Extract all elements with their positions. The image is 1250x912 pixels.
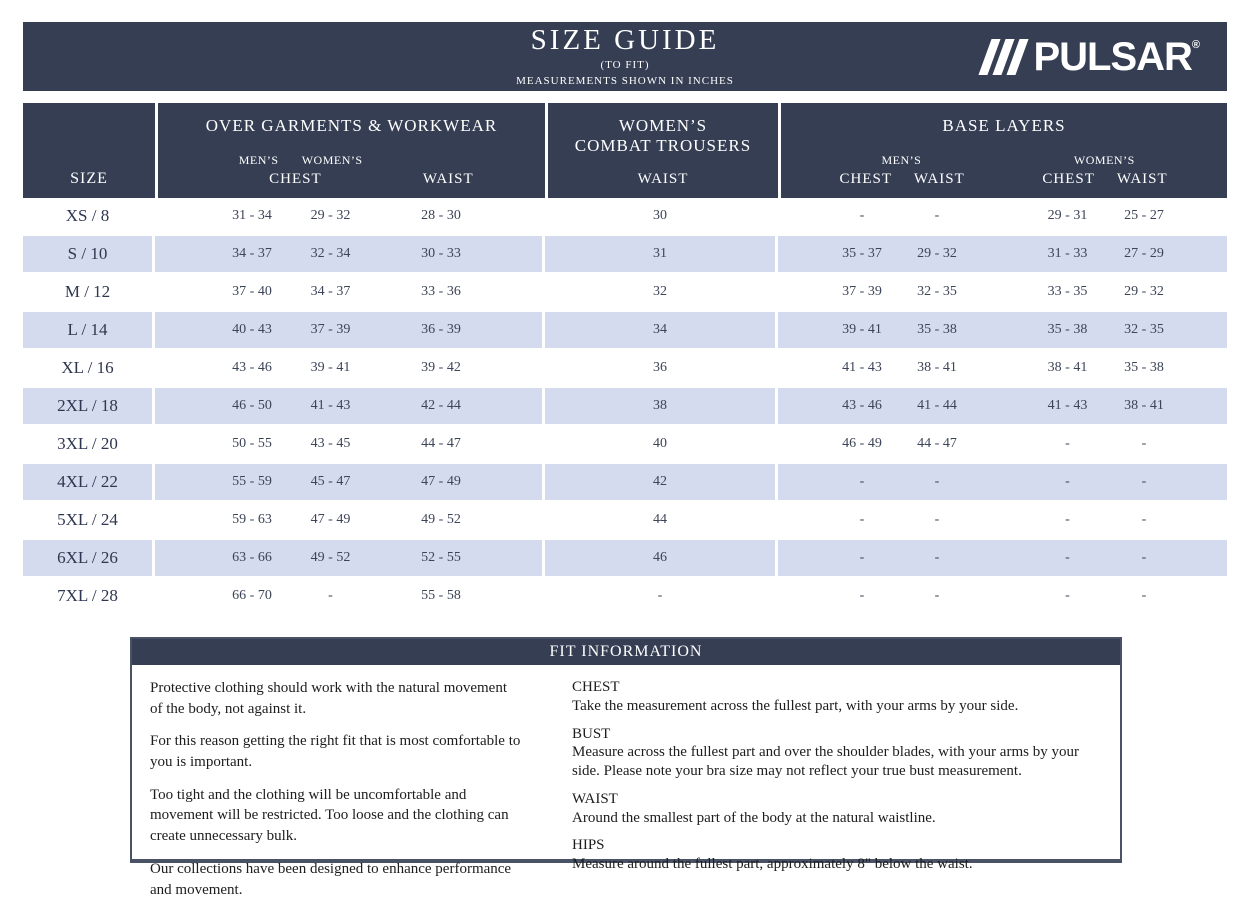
bl-womens-waist-cell: - (1141, 512, 1147, 527)
size-cell: 3XL / 20 (23, 426, 155, 462)
bl-mens-waist-cell: 32 - 35 (917, 284, 957, 299)
base-layers-title: BASE LAYERS (942, 116, 1066, 135)
size-cell: 4XL / 22 (23, 464, 155, 500)
bl-womens-chest-cell: - (1065, 436, 1070, 451)
bl-womens-waist-cell: - (1141, 436, 1147, 451)
og-womens-chest-cell: 43 - 45 (310, 436, 351, 451)
og-womens-chest-cell: 37 - 39 (310, 322, 351, 337)
table-row (23, 274, 1227, 312)
fit-item-heading: CHEST (572, 679, 620, 695)
table-row (23, 236, 1227, 274)
bl-mens-waist-cell: 38 - 41 (917, 360, 957, 375)
table-row (23, 426, 1227, 464)
size-cell: M / 12 (23, 274, 155, 310)
bl-womens-waist-cell: - (1141, 588, 1147, 603)
fit-paragraph: For this reason getting the right fit that is most comfortable to you is important. (150, 733, 521, 771)
size-cell: 2XL / 18 (23, 388, 155, 424)
bl-womens-waist-cell: 27 - 29 (1124, 246, 1164, 261)
bl-mens-chest-cell: 39 - 41 (842, 322, 882, 337)
og-mens-chest-cell: 59 - 63 (232, 512, 272, 527)
fit-item-heading: HIPS (572, 837, 605, 854)
bl-womens-chest-cell: 41 - 43 (1047, 398, 1088, 413)
table-row (23, 350, 1227, 388)
og-womens-chest-cell: 32 - 34 (310, 246, 351, 261)
combat-waist-cell: 38 (545, 388, 778, 424)
bl-womens-waist-cell: - (1141, 474, 1147, 489)
og-chest-label: CHEST (269, 171, 322, 187)
fit-information-title: FIT INFORMATION (132, 639, 1120, 665)
combat-trousers-title: WOMEN’S COMBAT TROUSERS (574, 116, 752, 156)
size-cell: 6XL / 26 (23, 540, 155, 576)
size-cell: L / 14 (23, 312, 155, 348)
size-cell: 5XL / 24 (23, 502, 155, 538)
bl-womens-chest-cell: - (1065, 512, 1070, 527)
base-layers-header (778, 103, 1227, 198)
bl-mens-waist-cell: 44 - 47 (917, 436, 957, 451)
pulsar-logo (985, 34, 1199, 79)
og-waist-cell: 47 - 49 (368, 464, 545, 500)
combat-waist-cell: 44 (545, 502, 778, 538)
bl-mens-waist-cell: - (934, 474, 940, 489)
bl-womens-chest-label: CHEST (1042, 171, 1095, 187)
fit-item-text: Measure across the fullest part and over the shoulder blades, with your arms by your side. Please note your bra size may not reflect your true bust measurement. (572, 744, 1079, 779)
og-womens-chest-cell: 34 - 37 (310, 284, 351, 299)
table-row (23, 502, 1227, 540)
bl-mens-chest-cell: 37 - 39 (842, 284, 882, 299)
combat-waist-cell: 34 (545, 312, 778, 348)
bl-mens-waist-cell: - (934, 588, 940, 603)
bl-womens-waist-label: WAIST (1116, 171, 1168, 187)
combat-waist-cell: 32 (545, 274, 778, 310)
og-waist-cell: 36 - 39 (368, 312, 545, 348)
combat-trousers-header (545, 103, 778, 198)
og-waist-cell: 44 - 47 (368, 426, 545, 462)
size-cell: S / 10 (23, 236, 155, 272)
combat-waist-label: WAIST (637, 171, 689, 187)
bl-mens-waist-cell: - (934, 208, 940, 223)
og-mens-chest-cell: 37 - 40 (232, 284, 272, 299)
bl-womens-chest-cell: - (1065, 550, 1070, 565)
bl-womens-waist-cell: 25 - 27 (1124, 208, 1164, 223)
size-cell: 7XL / 28 (23, 578, 155, 614)
combat-waist-cell: 42 (545, 464, 778, 500)
bl-womens-chest-cell: 29 - 31 (1047, 208, 1088, 223)
size-header-cell (23, 103, 155, 198)
bl-mens-chest-cell: 35 - 37 (842, 246, 882, 261)
og-mens-chest-cell: 55 - 59 (232, 474, 272, 489)
fit-item-text: Measure around the fullest part, approximately 8" below the waist. (572, 856, 973, 872)
fit-measurement-item (572, 725, 1102, 781)
og-mens-chest-cell: 40 - 43 (232, 322, 272, 337)
page-title: SIZE GUIDE (530, 24, 720, 56)
bl-womens-label: WOMEN’S (1073, 153, 1135, 167)
og-mens-chest-cell: 63 - 66 (232, 550, 272, 565)
og-waist-cell: 42 - 44 (368, 388, 545, 424)
bl-mens-chest-cell: 43 - 46 (842, 398, 882, 413)
table-row (23, 312, 1227, 350)
bl-mens-chest-cell: 41 - 43 (842, 360, 882, 375)
bl-womens-waist-cell: 29 - 32 (1124, 284, 1164, 299)
fit-right-column (572, 678, 1102, 912)
bl-mens-chest-label: CHEST (839, 171, 892, 187)
over-garments-title: OVER GARMENTS & WORKWEAR (205, 116, 498, 135)
bl-mens-waist-cell: - (934, 512, 940, 527)
bl-mens-waist-label: WAIST (913, 171, 965, 187)
og-mens-label: MEN’S (238, 153, 279, 167)
size-cell: XS / 8 (23, 198, 155, 234)
bl-womens-waist-cell: - (1141, 550, 1147, 565)
og-mens-chest-cell: 66 - 70 (232, 588, 272, 603)
og-womens-chest-cell: 41 - 43 (310, 398, 351, 413)
fit-paragraph: Protective clothing should work with the natural movement of the body, not against it. (150, 680, 508, 717)
top-banner (23, 22, 1227, 91)
bl-mens-waist-cell: 35 - 38 (917, 322, 957, 337)
og-waist-cell: 28 - 30 (368, 198, 545, 234)
combat-waist-cell: 40 (545, 426, 778, 462)
og-waist-cell: 52 - 55 (368, 540, 545, 576)
og-waist-cell: 49 - 52 (368, 502, 545, 538)
combat-waist-cell: 46 (545, 540, 778, 576)
og-waist-cell: 33 - 36 (368, 274, 545, 310)
og-womens-chest-cell: 49 - 52 (310, 550, 351, 565)
og-mens-chest-cell: 43 - 46 (232, 360, 272, 375)
fit-paragraph: Too tight and the clothing will be uncomfortable and movement will be restricted. Too loose and the clothing can create unnecessary bulk. (150, 786, 509, 845)
og-womens-label: WOMEN’S (301, 153, 363, 167)
og-womens-chest-cell: 47 - 49 (310, 512, 351, 527)
og-waist-cell: 39 - 42 (368, 350, 545, 386)
bl-womens-waist-cell: 35 - 38 (1124, 360, 1164, 375)
bl-mens-waist-cell: 29 - 32 (917, 246, 957, 261)
size-guide-table (23, 103, 1227, 616)
og-mens-chest-cell: 34 - 37 (232, 246, 272, 261)
table-header (23, 103, 1227, 198)
fit-measurement-item (572, 836, 1102, 874)
pulsar-slashes-icon (985, 39, 1027, 75)
combat-waist-cell: 36 (545, 350, 778, 386)
bl-womens-chest-cell: - (1065, 588, 1070, 603)
fit-item-text: Take the measurement across the fullest part, with your arms by your side. (572, 697, 1019, 714)
fit-information-panel (130, 637, 1122, 898)
bl-mens-chest-cell: - (859, 208, 865, 223)
to-fit-subtitle: (TO FIT) (600, 59, 650, 71)
bl-womens-waist-cell: 32 - 35 (1124, 322, 1164, 337)
og-waist-label: WAIST (422, 171, 474, 187)
bl-mens-waist-cell: 41 - 44 (917, 398, 957, 413)
size-table-body (23, 198, 1227, 616)
fit-item-text: Around the smallest part of the body at the natural waistline. (572, 809, 936, 826)
og-waist-cell: 30 - 33 (368, 236, 545, 272)
measurements-subtitle: MEASUREMENTS SHOWN IN INCHES (516, 75, 734, 87)
bl-mens-label: MEN’S (881, 153, 922, 167)
bl-womens-chest-cell: 33 - 35 (1047, 284, 1088, 299)
registered-mark: ® (1191, 38, 1199, 51)
fit-information-body (132, 665, 1120, 912)
size-cell: XL / 16 (23, 350, 155, 386)
table-row (23, 464, 1227, 502)
og-womens-chest-cell: 45 - 47 (310, 474, 351, 489)
bl-womens-chest-cell: 31 - 33 (1047, 246, 1088, 261)
bl-womens-chest-cell: 38 - 41 (1047, 360, 1088, 375)
bl-womens-waist-cell: 38 - 41 (1124, 398, 1164, 413)
fit-left-column (150, 678, 522, 912)
og-womens-chest-cell: 29 - 32 (310, 208, 351, 223)
bl-womens-chest-cell: 35 - 38 (1047, 322, 1088, 337)
og-mens-chest-cell: 50 - 55 (232, 436, 272, 451)
fit-item-heading: BUST (572, 725, 611, 742)
pulsar-brand-text: PULSAR® (1033, 34, 1199, 79)
over-garments-header (155, 103, 545, 198)
fit-item-heading: WAIST (572, 790, 618, 807)
size-column-label: SIZE (70, 170, 108, 187)
combat-waist-cell: 31 (545, 236, 778, 272)
og-mens-chest-cell: 46 - 50 (232, 398, 272, 413)
table-row (23, 578, 1227, 616)
bl-mens-chest-cell: - (859, 550, 865, 565)
bl-mens-chest-cell: 46 - 49 (842, 436, 882, 451)
fit-measurement-item (572, 678, 1102, 716)
combat-waist-cell: - (545, 578, 778, 614)
og-womens-chest-cell: 39 - 41 (310, 360, 351, 375)
bl-mens-chest-cell: - (859, 588, 865, 603)
og-womens-chest-cell: - (328, 588, 333, 603)
table-row (23, 388, 1227, 426)
og-waist-cell: 55 - 58 (368, 578, 545, 614)
bl-mens-chest-cell: - (859, 474, 865, 489)
table-row (23, 198, 1227, 236)
bl-womens-chest-cell: - (1065, 474, 1070, 489)
fit-paragraph: Our collections have been designed to enhance performance and movement. (150, 860, 512, 898)
fit-measurement-item (572, 790, 1102, 828)
table-row (23, 540, 1227, 578)
bl-mens-waist-cell: - (934, 550, 940, 565)
bl-mens-chest-cell: - (859, 512, 865, 527)
combat-waist-cell: 30 (545, 198, 778, 234)
og-mens-chest-cell: 31 - 34 (232, 208, 272, 223)
